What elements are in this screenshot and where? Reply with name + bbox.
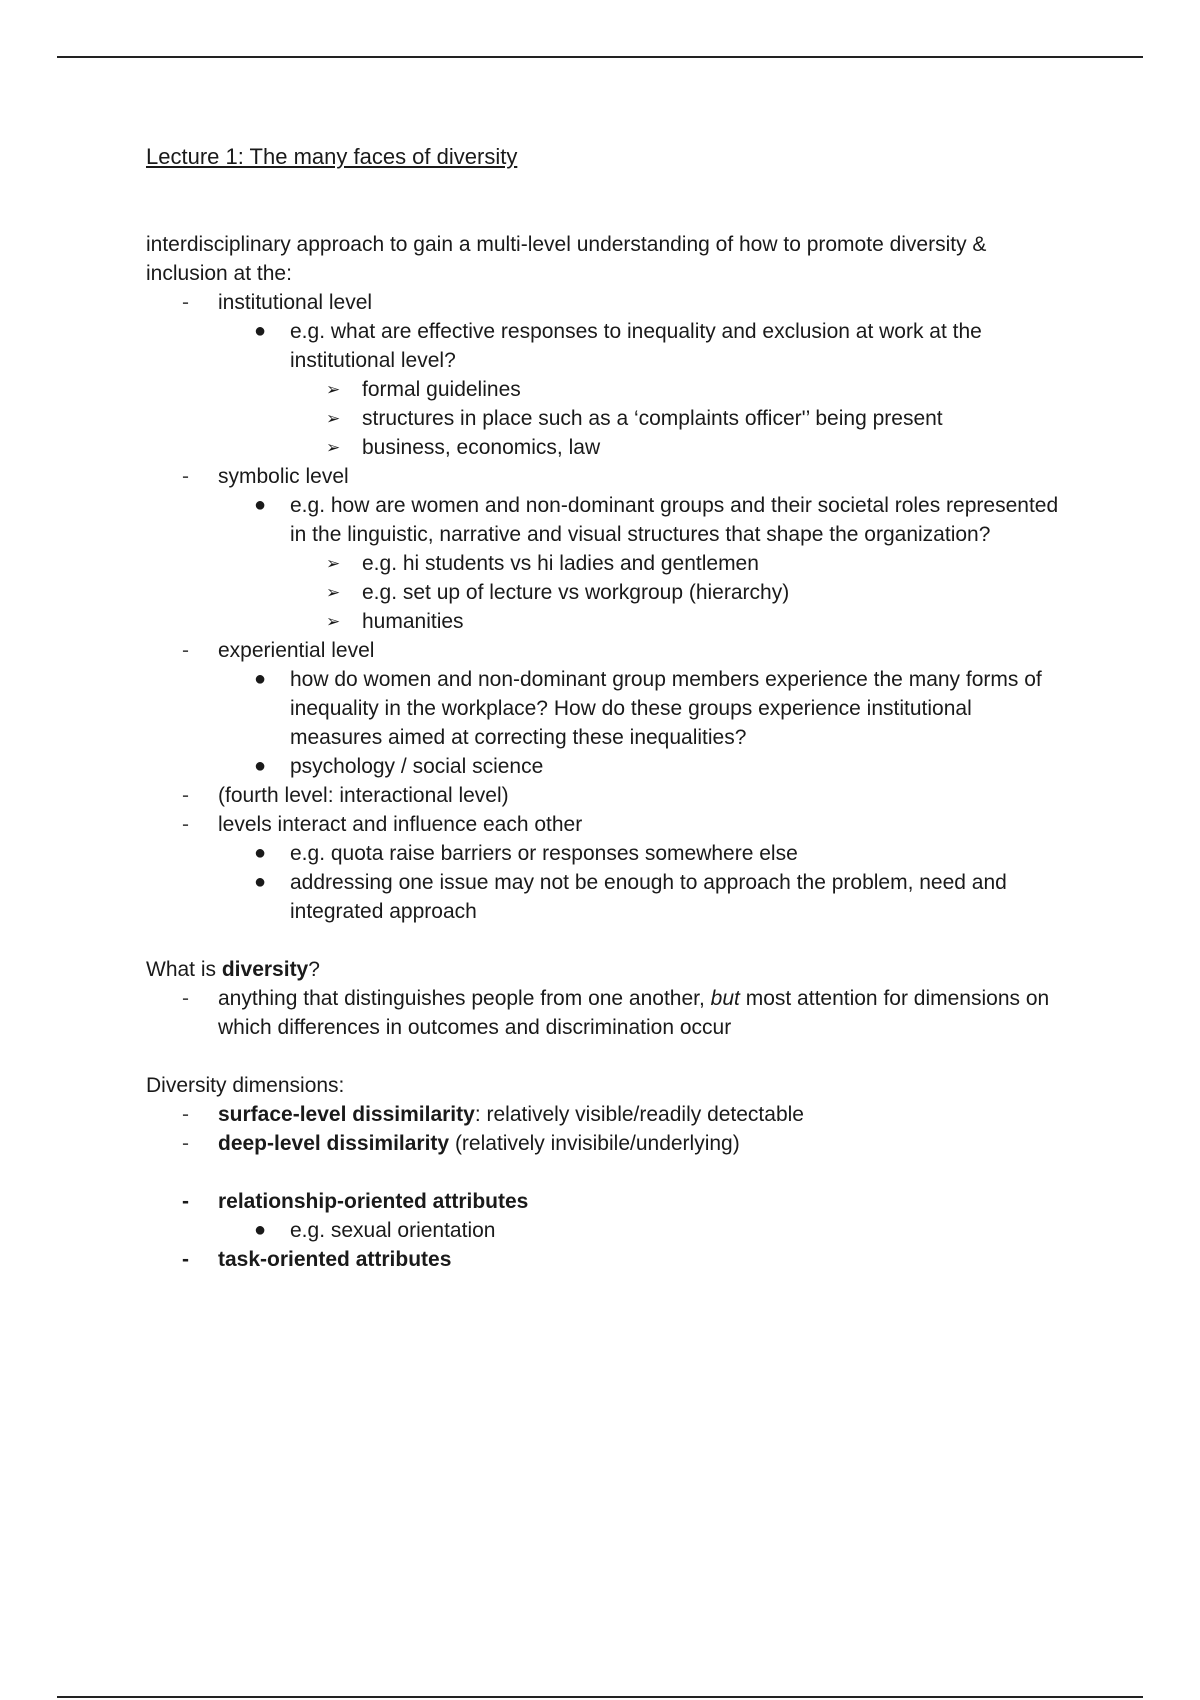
list-item-fourth-level: - (fourth level: interactional level): [146, 781, 1066, 810]
list-item-sub: ➢ humanities: [146, 607, 1066, 636]
list-item-sub: ➢ structures in place such as a ‘complaints officer'’ being present: [146, 404, 1066, 433]
list-item-surface-level: - surface-level dissimilarity: relatively visible/readily detectable: [146, 1100, 1066, 1129]
bullet-marker: ●: [254, 668, 267, 690]
dash-marker: -: [182, 1190, 189, 1213]
dash-marker: -: [182, 1132, 189, 1155]
arrow-marker: ➢: [326, 380, 341, 399]
list-item-sub: ➢ e.g. set up of lecture vs workgroup (hierarchy): [146, 578, 1066, 607]
list-item-relationship-attributes: - relationship-oriented attributes: [146, 1187, 1066, 1216]
arrow-marker: ➢: [326, 583, 341, 602]
arrow-marker: ➢: [326, 612, 341, 631]
diversity-question: What is diversity?: [146, 958, 320, 981]
list-item-bullet: ● how do women and non-dominant group members experience the many forms of inequality in the workplace? How do these groups experience institutional measures aimed at correcting these inequalities?: [146, 665, 1066, 752]
list-item-institutional-example: ● e.g. what are effective responses to inequality and exclusion at work at the institutional level?: [146, 317, 1066, 375]
list-item-sub: ➢ e.g. hi students vs hi ladies and gentlemen: [146, 549, 1066, 578]
list-item-levels-interact: - levels interact and influence each other: [146, 810, 1066, 839]
list-item-bullet: ● e.g. quota raise barriers or responses somewhere else: [146, 839, 1066, 868]
list-item-sub: ➢ business, economics, law: [146, 433, 1066, 462]
dash-marker: -: [182, 291, 189, 314]
list-item-bullet: ● psychology / social science: [146, 752, 1066, 781]
bullet-marker: ●: [254, 1219, 267, 1241]
list-item-sub: ➢ formal guidelines: [146, 375, 1066, 404]
dash-marker: -: [182, 813, 189, 836]
bullet-marker: ●: [254, 755, 267, 777]
list-item-bullet: ● addressing one issue may not be enough to approach the problem, need and integrated approach: [146, 868, 1066, 926]
dash-marker: -: [182, 465, 189, 488]
top-rule: [57, 56, 1143, 58]
list-item-symbolic: - symbolic level: [146, 462, 1066, 491]
dash-marker: -: [182, 1103, 189, 1126]
arrow-marker: ➢: [326, 438, 341, 457]
dash-marker: -: [182, 639, 189, 662]
bullet-marker: ●: [254, 494, 267, 516]
list-item-task-attributes: - task-oriented attributes: [146, 1245, 1066, 1274]
bottom-rule: [57, 1696, 1143, 1698]
document-body: [146, 142, 1066, 1274]
arrow-marker: ➢: [326, 554, 341, 573]
bullet-marker: ●: [254, 871, 267, 893]
institutional-label: institutional level: [218, 291, 373, 314]
bullet-marker: ●: [254, 320, 267, 342]
list-item-bullet: ● e.g. sexual orientation: [146, 1216, 1066, 1245]
list-item-deep-level: - deep-level dissimilarity (relatively invisibile/underlying): [146, 1129, 1066, 1158]
dash-marker: -: [182, 1248, 189, 1271]
page-title: Lecture 1: The many faces of diversity: [146, 144, 518, 169]
list-item-diversity-definition: - anything that distinguishes people from one another, but most attention for dimensions on which differences in outcomes and discrimination occur: [146, 984, 1066, 1042]
list-item-experiential: - experiential level: [146, 636, 1066, 665]
dash-marker: -: [182, 784, 189, 807]
list-item-institutional: [146, 288, 1066, 317]
list-item-symbolic-example: ● e.g. how are women and non-dominant groups and their societal roles represented in the linguistic, narrative and visual structures that shape the organization?: [146, 491, 1066, 549]
dash-marker: -: [182, 987, 189, 1010]
bullet-marker: ●: [254, 842, 267, 864]
arrow-marker: ➢: [326, 409, 341, 428]
dimensions-heading: Diversity dimensions:: [146, 1074, 345, 1097]
intro-paragraph: interdisciplinary approach to gain a multi-level understanding of how to promote diversity & inclusion at the:: [146, 233, 987, 285]
